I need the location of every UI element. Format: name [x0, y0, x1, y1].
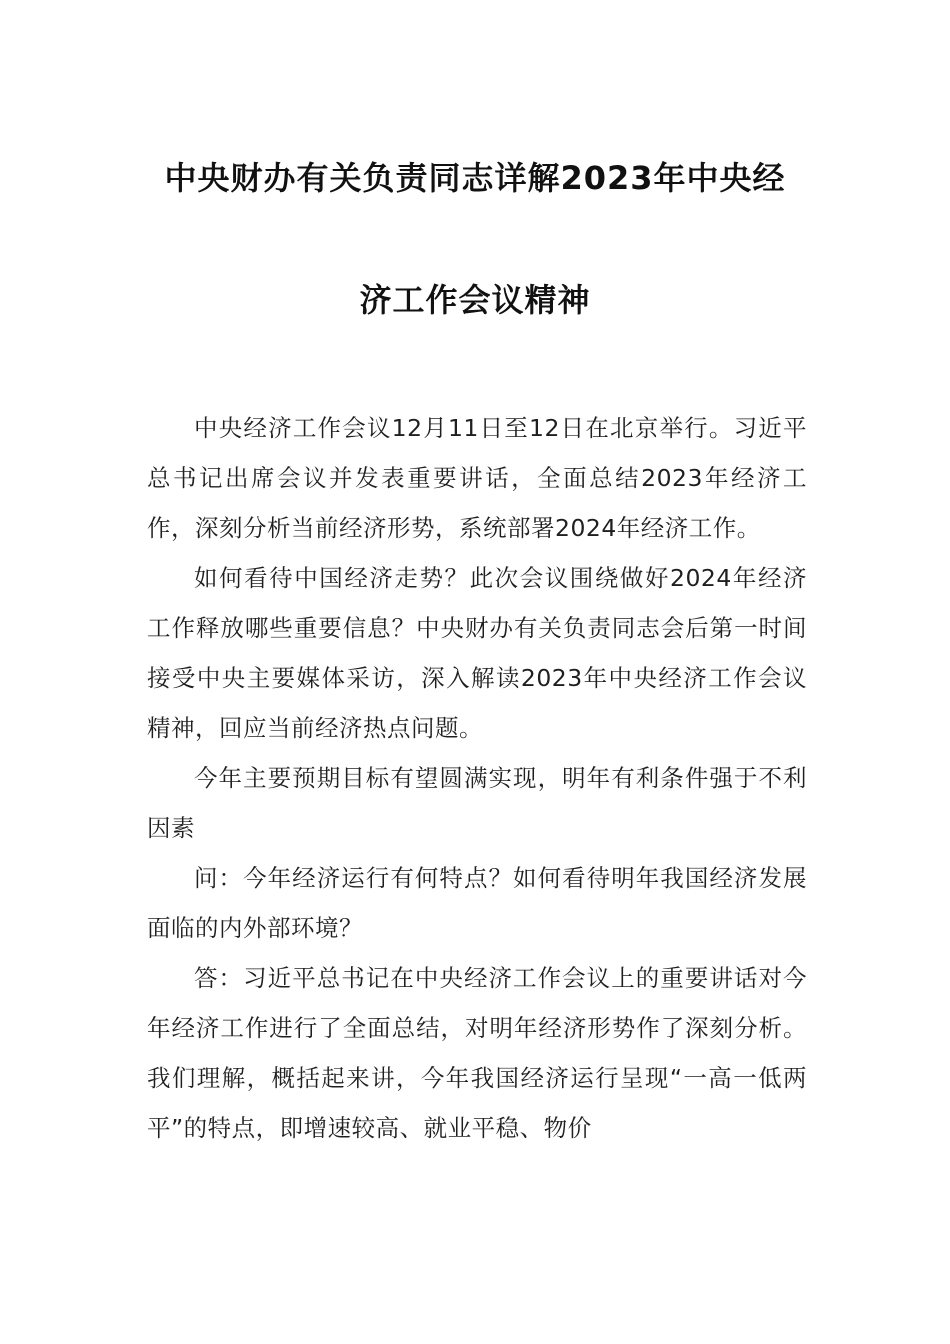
document-body — [147, 403, 807, 1153]
document-title-line-2: 济工作会议精神 — [359, 281, 591, 319]
paragraph-questions: 如何看待中国经济走势？此次会议围绕做好2024年经济工作释放哪些重要信息？中央财办有关负责同志会后第一时间接受中央主要媒体采访，深入解读2023年中央经济工作会议精神，回应当前经济热点问题。 — [147, 564, 807, 742]
paragraph-question: 问：今年经济运行有何特点？如何看待明年我国经济发展面临的内外部环境？ — [147, 864, 807, 942]
paragraph-intro: 中央经济工作会议12月11日至12日在北京举行。习近平总书记出席会议并发表重要讲话，全面总结2023年经济工作，深刻分析当前经济形势，系统部署2024年经济工作。 — [147, 414, 807, 542]
paragraph-subheading: 今年主要预期目标有望圆满实现，明年有利条件强于不利因素 — [147, 764, 807, 842]
document-title-line-1: 中央财办有关负责同志详解2023年中央经 — [164, 159, 786, 197]
paragraph-answer: 答：习近平总书记在中央经济工作会议上的重要讲话对今年经济工作进行了全面总结，对明年经济形势作了深刻分析。我们理解，概括起来讲，今年我国经济运行呈现“一高一低两平”的特点，即增速较高、就业平稳、物价 — [147, 964, 807, 1142]
